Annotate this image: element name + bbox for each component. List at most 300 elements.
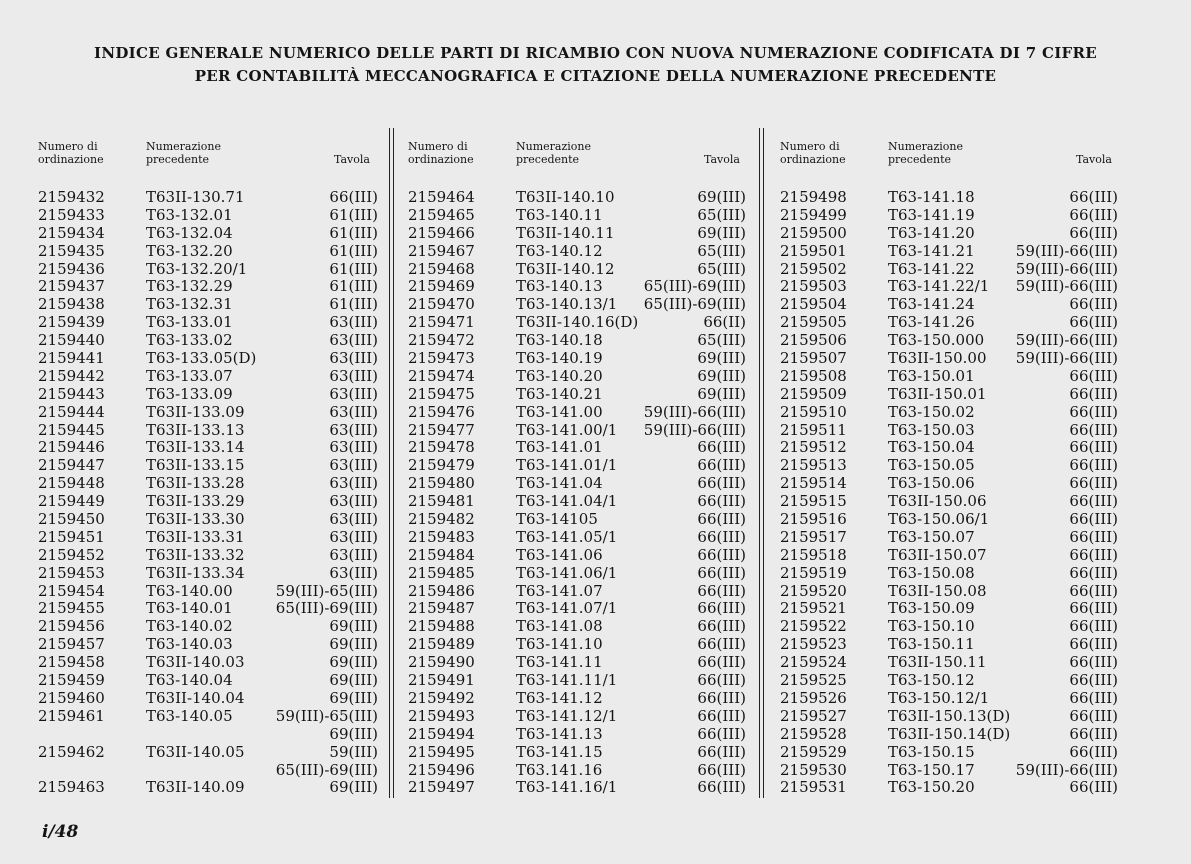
tavola-ref: 61(III) bbox=[329, 241, 378, 260]
order-number: 2159531 bbox=[780, 778, 847, 797]
order-number: 2159461 bbox=[38, 706, 105, 725]
order-number: 2159524 bbox=[780, 653, 847, 672]
previous-number: T63-141.26 bbox=[888, 313, 975, 332]
tavola-ref: 66(III) bbox=[697, 456, 746, 475]
order-number: 2159463 bbox=[38, 778, 105, 797]
tavola-ref: 63(III) bbox=[329, 438, 378, 457]
previous-number: T63-150.000 bbox=[888, 331, 985, 350]
tavola-ref: 66(III) bbox=[697, 778, 746, 797]
previous-number: T63-140.13/1 bbox=[516, 295, 618, 314]
tavola-ref: 66(III) bbox=[1069, 688, 1118, 707]
order-number: 2159438 bbox=[38, 295, 105, 314]
previous-number: T63-141.16/1 bbox=[516, 778, 618, 797]
header-numero bbox=[38, 140, 104, 166]
previous-number: T63II-133.15 bbox=[146, 456, 245, 475]
table-row bbox=[38, 636, 378, 654]
table-row bbox=[780, 350, 1118, 368]
order-number: 2159496 bbox=[408, 760, 475, 779]
order-number: 2159489 bbox=[408, 635, 475, 654]
tavola-ref: 66(III) bbox=[1069, 671, 1118, 690]
tavola-ref: 69(III) bbox=[697, 188, 746, 206]
tavola-ref: 69(III) bbox=[697, 366, 746, 385]
order-number: 2159486 bbox=[408, 581, 475, 600]
header-tavola: Tavola bbox=[334, 153, 370, 166]
order-number: 2159482 bbox=[408, 510, 475, 529]
table-row bbox=[408, 350, 746, 368]
previous-number: T63-141.12 bbox=[516, 688, 603, 707]
order-number: 2159442 bbox=[38, 366, 105, 385]
order-number: 2159491 bbox=[408, 671, 475, 690]
order-number: 2159468 bbox=[408, 259, 475, 278]
previous-number: T63II-133.34 bbox=[146, 563, 245, 582]
table-row bbox=[780, 636, 1118, 654]
previous-number: T63-133.09 bbox=[146, 384, 233, 403]
table-row bbox=[780, 529, 1118, 547]
previous-number: T63II-140.09 bbox=[146, 778, 245, 797]
previous-number: T63.141.16 bbox=[516, 760, 603, 779]
tavola-ref: 65(III) bbox=[697, 205, 746, 224]
table-row bbox=[38, 296, 378, 314]
order-number: 2159514 bbox=[780, 474, 847, 493]
tavola-ref: 66(III) bbox=[1069, 724, 1118, 743]
order-number: 2159483 bbox=[408, 527, 475, 546]
table-row bbox=[408, 439, 746, 457]
tavola-ref: 65(III)-69(III) bbox=[275, 760, 378, 779]
order-number: 2159458 bbox=[38, 653, 105, 672]
table-row bbox=[38, 189, 378, 207]
previous-number: T63-150.20 bbox=[888, 778, 975, 797]
tavola-ref: 59(III)-66(III) bbox=[643, 402, 746, 421]
table-row bbox=[780, 565, 1118, 583]
tavola-ref: 66(III) bbox=[1069, 456, 1118, 475]
table-row bbox=[780, 475, 1118, 493]
tavola-ref: 66(III) bbox=[1069, 635, 1118, 654]
tavola-ref: 69(III) bbox=[329, 635, 378, 654]
order-number: 2159503 bbox=[780, 277, 847, 296]
previous-number: T63-141.06 bbox=[516, 545, 603, 564]
tavola-ref: 66(III) bbox=[697, 581, 746, 600]
tavola-ref: 66(III) bbox=[1069, 366, 1118, 385]
table-row bbox=[38, 350, 378, 368]
column-divider-1 bbox=[389, 128, 390, 798]
order-number: 2159520 bbox=[780, 581, 847, 600]
tavola-ref: 69(III) bbox=[697, 349, 746, 368]
table-row bbox=[408, 368, 746, 386]
table-row bbox=[780, 779, 1118, 797]
order-number: 2159456 bbox=[38, 617, 105, 636]
table-row bbox=[38, 225, 378, 243]
order-number: 2159521 bbox=[780, 599, 847, 618]
order-number: 2159490 bbox=[408, 653, 475, 672]
order-number: 2159444 bbox=[38, 402, 105, 421]
rows-3 bbox=[780, 189, 1118, 797]
tavola-ref: 59(III)-66(III) bbox=[1015, 349, 1118, 368]
previous-number: T63-141.04 bbox=[516, 474, 603, 493]
previous-number: T63-140.03 bbox=[146, 635, 233, 654]
tavola-ref: 59(III)-66(III) bbox=[1015, 241, 1118, 260]
previous-number: T63-150.01 bbox=[888, 366, 975, 385]
tavola-ref: 69(III) bbox=[329, 688, 378, 707]
order-number: 2159449 bbox=[38, 492, 105, 511]
table-row bbox=[38, 618, 378, 636]
table-row bbox=[780, 296, 1118, 314]
column-divider-1b bbox=[393, 128, 394, 798]
header-prev-line1: Numerazione bbox=[146, 140, 221, 153]
order-number: 2159459 bbox=[38, 671, 105, 690]
order-number: 2159518 bbox=[780, 545, 847, 564]
table-row bbox=[408, 278, 746, 296]
previous-number: T63-132.29 bbox=[146, 277, 233, 296]
table-row bbox=[780, 314, 1118, 332]
tavola-ref: 63(III) bbox=[329, 420, 378, 439]
header-prev-line2: precedente bbox=[146, 153, 210, 166]
table-row bbox=[38, 475, 378, 493]
table-row bbox=[780, 189, 1118, 207]
tavola-ref: 63(III) bbox=[329, 492, 378, 511]
tavola-ref: 66(II) bbox=[703, 313, 746, 332]
order-number: 2159437 bbox=[38, 277, 105, 296]
order-number: 2159500 bbox=[780, 223, 847, 242]
tavola-ref: 66(III) bbox=[1069, 778, 1118, 797]
order-number: 2159481 bbox=[408, 492, 475, 511]
header-numero-line1: Numero di bbox=[408, 140, 468, 153]
header-prev-line2: precedente bbox=[516, 153, 580, 166]
previous-number: T63-141.11 bbox=[516, 653, 603, 672]
tavola-ref: 65(III) bbox=[697, 241, 746, 260]
table-row bbox=[408, 261, 746, 279]
tavola-ref: 63(III) bbox=[329, 331, 378, 350]
order-number: 2159471 bbox=[408, 313, 475, 332]
previous-number: T63II-150.14(D) bbox=[888, 724, 1011, 743]
table-row bbox=[780, 404, 1118, 422]
tavola-ref: 66(III) bbox=[697, 653, 746, 672]
previous-number: T63II-133.13 bbox=[146, 420, 245, 439]
tavola-ref: 66(III) bbox=[697, 742, 746, 761]
tavola-ref: 69(III) bbox=[329, 724, 378, 743]
tavola-ref: 66(III) bbox=[1069, 295, 1118, 314]
table-row bbox=[408, 404, 746, 422]
tavola-ref: 66(III) bbox=[697, 492, 746, 511]
order-number: 2159498 bbox=[780, 188, 847, 206]
order-number: 2159499 bbox=[780, 205, 847, 224]
order-number: 2159513 bbox=[780, 456, 847, 475]
table-row bbox=[38, 744, 378, 762]
previous-number: T63-132.20/1 bbox=[146, 259, 248, 278]
previous-number: T63II-140.12 bbox=[516, 259, 615, 278]
table-row bbox=[38, 529, 378, 547]
tavola-ref: 61(III) bbox=[329, 259, 378, 278]
previous-number: T63-150.11 bbox=[888, 635, 975, 654]
previous-number: T63-150.05 bbox=[888, 456, 975, 475]
order-number: 2159530 bbox=[780, 760, 847, 779]
order-number: 2159528 bbox=[780, 724, 847, 743]
order-number: 2159464 bbox=[408, 188, 475, 206]
previous-number: T63-141.22 bbox=[888, 259, 975, 278]
order-number: 2159465 bbox=[408, 205, 475, 224]
tavola-ref: 63(III) bbox=[329, 510, 378, 529]
tavola-ref: 66(III) bbox=[697, 671, 746, 690]
tavola-ref: 66(III) bbox=[697, 706, 746, 725]
previous-number: T63-141.04/1 bbox=[516, 492, 618, 511]
previous-number: T63-150.04 bbox=[888, 438, 975, 457]
tavola-ref: 66(III) bbox=[697, 438, 746, 457]
header-prev-line1: Numerazione bbox=[888, 140, 963, 153]
previous-number: T63-140.18 bbox=[516, 331, 603, 350]
tavola-ref: 69(III) bbox=[329, 617, 378, 636]
order-number: 2159501 bbox=[780, 241, 847, 260]
order-number: 2159460 bbox=[38, 688, 105, 707]
tavola-ref: 66(III) bbox=[1069, 205, 1118, 224]
table-row bbox=[38, 690, 378, 708]
order-number: 2159507 bbox=[780, 349, 847, 368]
title-line-1: INDICE GENERALE NUMERICO DELLE PARTI DI RICAMBIO CON NUOVA NUMERAZIONE CODIFICATA DI 7 CIFRE bbox=[94, 44, 1097, 62]
previous-number: T63-140.05 bbox=[146, 706, 233, 725]
tavola-ref: 59(III)-66(III) bbox=[643, 420, 746, 439]
header-numero-line2: ordinazione bbox=[38, 153, 104, 166]
table-row bbox=[38, 654, 378, 672]
tavola-ref: 66(III) bbox=[697, 474, 746, 493]
tavola-ref: 66(III) bbox=[1069, 653, 1118, 672]
previous-number: T63II-133.31 bbox=[146, 527, 245, 546]
rows-1 bbox=[38, 189, 378, 797]
previous-number: T63-133.05(D) bbox=[146, 349, 257, 368]
tavola-ref: 63(III) bbox=[329, 402, 378, 421]
previous-number: T63-141.07/1 bbox=[516, 599, 618, 618]
table-row bbox=[38, 386, 378, 404]
order-number: 2159472 bbox=[408, 331, 475, 350]
tavola-ref: 66(III) bbox=[1069, 188, 1118, 206]
previous-number: T63-132.01 bbox=[146, 205, 233, 224]
tavola-ref: 66(III) bbox=[1069, 438, 1118, 457]
previous-number: T63-150.02 bbox=[888, 402, 975, 421]
order-number: 2159441 bbox=[38, 349, 105, 368]
table-row bbox=[38, 565, 378, 583]
order-number: 2159477 bbox=[408, 420, 475, 439]
previous-number: T63-141.19 bbox=[888, 205, 975, 224]
previous-number: T63-141.18 bbox=[888, 188, 975, 206]
previous-number: T63II-150.11 bbox=[888, 653, 987, 672]
tavola-ref: 63(III) bbox=[329, 545, 378, 564]
tavola-ref: 66(III) bbox=[1069, 420, 1118, 439]
table-row bbox=[408, 529, 746, 547]
header-numero-line1: Numero di bbox=[780, 140, 840, 153]
column-divider-2 bbox=[759, 128, 760, 798]
order-number: 2159485 bbox=[408, 563, 475, 582]
order-number: 2159522 bbox=[780, 617, 847, 636]
table-row bbox=[780, 600, 1118, 618]
tavola-ref: 59(III)-66(III) bbox=[1015, 277, 1118, 296]
tavola-ref: 66(III) bbox=[1069, 581, 1118, 600]
previous-number: T63-141.12/1 bbox=[516, 706, 618, 725]
table-row bbox=[408, 511, 746, 529]
previous-number: T63-150.10 bbox=[888, 617, 975, 636]
table-row bbox=[408, 189, 746, 207]
table-row bbox=[38, 278, 378, 296]
previous-number: T63-140.19 bbox=[516, 349, 603, 368]
order-number: 2159440 bbox=[38, 331, 105, 350]
table-row bbox=[38, 404, 378, 422]
order-number: 2159502 bbox=[780, 259, 847, 278]
order-number: 2159508 bbox=[780, 366, 847, 385]
header-prev bbox=[888, 140, 963, 166]
tavola-ref: 66(III) bbox=[697, 599, 746, 618]
tavola-ref: 65(III)-69(III) bbox=[643, 277, 746, 296]
tavola-ref: 69(III) bbox=[697, 223, 746, 242]
previous-number: T63-141.08 bbox=[516, 617, 603, 636]
header-numero-line2: ordinazione bbox=[408, 153, 474, 166]
previous-number: T63II-140.03 bbox=[146, 653, 245, 672]
tavola-ref: 65(III) bbox=[697, 259, 746, 278]
table-row bbox=[408, 672, 746, 690]
header-tavola: Tavola bbox=[704, 153, 740, 166]
previous-number: T63-141.01/1 bbox=[516, 456, 618, 475]
order-number: 2159493 bbox=[408, 706, 475, 725]
order-number: 2159443 bbox=[38, 384, 105, 403]
table-row bbox=[780, 708, 1118, 726]
previous-number: T63-132.20 bbox=[146, 241, 233, 260]
order-number: 2159527 bbox=[780, 706, 847, 725]
tavola-ref: 66(III) bbox=[697, 545, 746, 564]
order-number: 2159435 bbox=[38, 241, 105, 260]
previous-number: T63-133.02 bbox=[146, 331, 233, 350]
previous-number: T63-132.04 bbox=[146, 223, 233, 242]
table-row bbox=[780, 207, 1118, 225]
table-row bbox=[38, 368, 378, 386]
table-row bbox=[780, 511, 1118, 529]
table-row bbox=[780, 243, 1118, 261]
order-number: 2159512 bbox=[780, 438, 847, 457]
previous-number: T63-14105 bbox=[516, 510, 598, 529]
order-number: 2159510 bbox=[780, 402, 847, 421]
tavola-ref: 66(III) bbox=[1069, 599, 1118, 618]
table-row bbox=[780, 439, 1118, 457]
order-number: 2159433 bbox=[38, 205, 105, 224]
header-numero-line2: ordinazione bbox=[780, 153, 846, 166]
tavola-ref: 66(III) bbox=[697, 635, 746, 654]
header-prev bbox=[516, 140, 591, 166]
tavola-ref: 63(III) bbox=[329, 474, 378, 493]
order-number: 2159525 bbox=[780, 671, 847, 690]
previous-number: T63-150.12/1 bbox=[888, 688, 990, 707]
table-row bbox=[38, 708, 378, 726]
table-row bbox=[780, 618, 1118, 636]
tavola-ref: 66(III) bbox=[697, 510, 746, 529]
tavola-ref: 59(III)-65(III) bbox=[275, 581, 378, 600]
order-number: 2159462 bbox=[38, 742, 105, 761]
table-row bbox=[408, 600, 746, 618]
tavola-ref: 63(III) bbox=[329, 313, 378, 332]
order-number: 2159515 bbox=[780, 492, 847, 511]
order-number: 2159439 bbox=[38, 313, 105, 332]
previous-number: T63-132.31 bbox=[146, 295, 233, 314]
previous-number: T63II-140.11 bbox=[516, 223, 615, 242]
table-row bbox=[408, 690, 746, 708]
previous-number: T63-133.07 bbox=[146, 366, 233, 385]
order-number: 2159457 bbox=[38, 635, 105, 654]
previous-number: T63-141.05/1 bbox=[516, 527, 618, 546]
table-row bbox=[408, 314, 746, 332]
tavola-ref: 66(III) bbox=[329, 188, 378, 206]
table-row bbox=[780, 225, 1118, 243]
previous-number: T63-150.07 bbox=[888, 527, 975, 546]
previous-number: T63-150.06/1 bbox=[888, 510, 990, 529]
order-number: 2159473 bbox=[408, 349, 475, 368]
table-row bbox=[38, 511, 378, 529]
tavola-ref: 65(III)-69(III) bbox=[275, 599, 378, 618]
rows-2 bbox=[408, 189, 746, 797]
previous-number: T63-140.04 bbox=[146, 671, 233, 690]
previous-number: T63-140.11 bbox=[516, 205, 603, 224]
tavola-ref: 66(III) bbox=[1069, 742, 1118, 761]
table-row bbox=[780, 457, 1118, 475]
previous-number: T63-141.11/1 bbox=[516, 671, 618, 690]
table-row bbox=[408, 457, 746, 475]
table-row bbox=[38, 583, 378, 601]
header-numero-line1: Numero di bbox=[38, 140, 98, 153]
header-prev bbox=[146, 140, 221, 166]
previous-number: T63-141.06/1 bbox=[516, 563, 618, 582]
tavola-ref: 65(III) bbox=[697, 331, 746, 350]
previous-number: T63II-140.10 bbox=[516, 188, 615, 206]
header-tavola: Tavola bbox=[1076, 153, 1112, 166]
tavola-ref: 69(III) bbox=[329, 653, 378, 672]
table-row bbox=[408, 243, 746, 261]
order-number: 2159446 bbox=[38, 438, 105, 457]
order-number: 2159479 bbox=[408, 456, 475, 475]
order-number: 2159509 bbox=[780, 384, 847, 403]
table-row bbox=[38, 726, 378, 744]
tavola-ref: 59(III)-66(III) bbox=[1015, 760, 1118, 779]
table-row bbox=[408, 708, 746, 726]
column-divider-2b bbox=[763, 128, 764, 798]
table-row bbox=[408, 618, 746, 636]
previous-number: T63-141.24 bbox=[888, 295, 975, 314]
order-number: 2159517 bbox=[780, 527, 847, 546]
previous-number: T63-150.09 bbox=[888, 599, 975, 618]
tavola-ref: 66(III) bbox=[1069, 402, 1118, 421]
title-line-2: PER CONTABILITÀ MECCANOGRAFICA E CITAZIONE DELLA NUMERAZIONE PRECEDENTE bbox=[194, 67, 997, 85]
table-row bbox=[780, 672, 1118, 690]
table-row bbox=[408, 744, 746, 762]
order-number: 2159434 bbox=[38, 223, 105, 242]
table-row bbox=[38, 314, 378, 332]
header-numero bbox=[780, 140, 846, 166]
order-number: 2159475 bbox=[408, 384, 475, 403]
table-row bbox=[408, 654, 746, 672]
tavola-ref: 61(III) bbox=[329, 295, 378, 314]
table-row bbox=[408, 332, 746, 350]
table-row bbox=[38, 600, 378, 618]
previous-number: T63II-133.32 bbox=[146, 545, 245, 564]
tavola-ref: 59(III)-66(III) bbox=[1015, 331, 1118, 350]
order-number: 2159474 bbox=[408, 366, 475, 385]
previous-number: T63II-133.14 bbox=[146, 438, 245, 457]
previous-number: T63-141.21 bbox=[888, 241, 975, 260]
previous-number: T63-150.12 bbox=[888, 671, 975, 690]
order-number: 2159526 bbox=[780, 688, 847, 707]
tavola-ref: 61(III) bbox=[329, 223, 378, 242]
previous-number: T63II-150.00 bbox=[888, 349, 987, 368]
table-row bbox=[780, 744, 1118, 762]
table-row bbox=[780, 261, 1118, 279]
tavola-ref: 59(III) bbox=[329, 742, 378, 761]
table-row bbox=[408, 762, 746, 780]
table-row bbox=[38, 332, 378, 350]
table-row bbox=[38, 762, 378, 780]
previous-number: T63II-140.05 bbox=[146, 742, 245, 761]
previous-number: T63-141.01 bbox=[516, 438, 603, 457]
order-number: 2159452 bbox=[38, 545, 105, 564]
